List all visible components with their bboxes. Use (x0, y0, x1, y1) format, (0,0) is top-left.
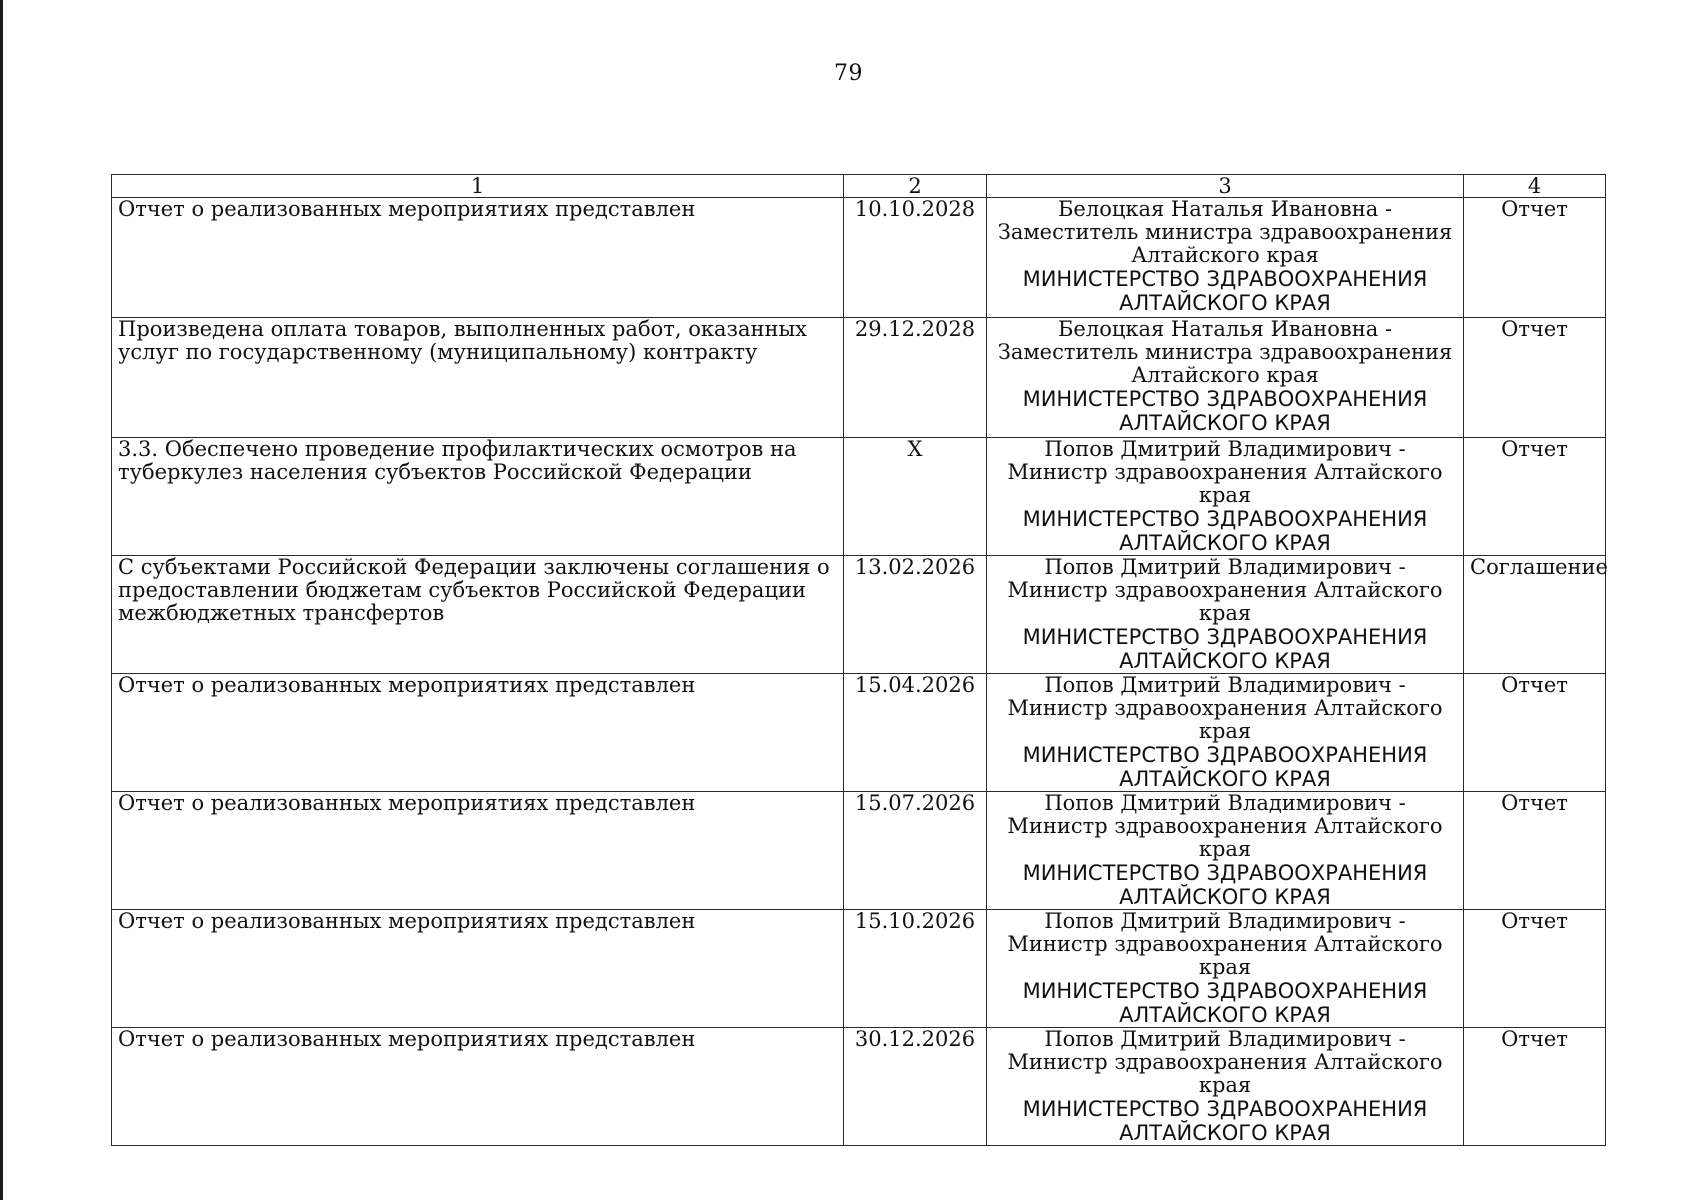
responsible-organization: МИНИСТЕРСТВО ЗДРАВООХРАНЕНИЯ АЛТАЙСКОГО КРАЯ (1022, 625, 1428, 673)
document-type-cell: Отчет (1464, 438, 1606, 556)
responsible-cell (987, 318, 1464, 438)
document-type-cell: Отчет (1464, 792, 1606, 910)
event-cell: Отчет о реализованных мероприятиях представлен (112, 792, 844, 910)
table-row (112, 438, 1606, 556)
date-cell: 29.12.2028 (844, 318, 987, 438)
table-row (112, 910, 1606, 1028)
table-row (112, 556, 1606, 674)
page-number: 79 (834, 61, 863, 86)
event-cell: Отчет о реализованных мероприятиях представлен (112, 1028, 844, 1146)
responsible-cell (987, 1028, 1464, 1146)
responsible-person: Попов Дмитрий Владимирович - Министр здравоохранения Алтайского края (1007, 909, 1443, 979)
responsible-organization: МИНИСТЕРСТВО ЗДРАВООХРАНЕНИЯ АЛТАЙСКОГО КРАЯ (1022, 1097, 1428, 1145)
responsible-organization: МИНИСТЕРСТВО ЗДРАВООХРАНЕНИЯ АЛТАЙСКОГО КРАЯ (1022, 267, 1428, 315)
table-row (112, 198, 1606, 318)
responsible-cell (987, 792, 1464, 910)
scan-left-edge (0, 0, 3, 1200)
responsible-person: Попов Дмитрий Владимирович - Министр здравоохранения Алтайского края (1007, 673, 1443, 743)
date-cell: X (844, 438, 987, 556)
document-type-cell: Отчет (1464, 198, 1606, 318)
date-cell: 15.07.2026 (844, 792, 987, 910)
responsible-organization: МИНИСТЕРСТВО ЗДРАВООХРАНЕНИЯ АЛТАЙСКОГО КРАЯ (1022, 861, 1428, 909)
responsible-organization: МИНИСТЕРСТВО ЗДРАВООХРАНЕНИЯ АЛТАЙСКОГО КРАЯ (1022, 387, 1428, 435)
responsible-person: Белоцкая Наталья Ивановна - Заместитель министра здравоохранения Алтайского края (997, 197, 1453, 267)
document-type-cell: Отчет (1464, 674, 1606, 792)
event-cell: Произведена оплата товаров, выполненных работ, оказанных услуг по государственному (муниципальному) контракту (112, 318, 844, 438)
date-cell: 10.10.2028 (844, 198, 987, 318)
responsible-organization: МИНИСТЕРСТВО ЗДРАВООХРАНЕНИЯ АЛТАЙСКОГО КРАЯ (1022, 507, 1428, 555)
document-type-cell: Отчет (1464, 1028, 1606, 1146)
header-col-2: 2 (844, 175, 987, 198)
date-cell: 15.04.2026 (844, 674, 987, 792)
responsible-person: Попов Дмитрий Владимирович - Министр здравоохранения Алтайского края (1007, 555, 1443, 625)
header-col-3: 3 (987, 175, 1464, 198)
plan-table (111, 174, 1606, 1146)
responsible-cell (987, 674, 1464, 792)
event-cell: С субъектами Российской Федерации заключены соглашения о предоставлении бюджетам субъектов Российской Федерации межбюджетных трансфертов (112, 556, 844, 674)
date-cell: 13.02.2026 (844, 556, 987, 674)
table-row (112, 792, 1606, 910)
responsible-cell (987, 438, 1464, 556)
date-cell: 15.10.2026 (844, 910, 987, 1028)
responsible-person: Белоцкая Наталья Ивановна - Заместитель министра здравоохранения Алтайского края (997, 317, 1453, 387)
document-type-cell: Отчет (1464, 910, 1606, 1028)
event-cell: 3.3. Обеспечено проведение профилактических осмотров на туберкулез населения субъектов Российской Федерации (112, 438, 844, 556)
date-cell: 30.12.2026 (844, 1028, 987, 1146)
responsible-person: Попов Дмитрий Владимирович - Министр здравоохранения Алтайского края (1007, 1027, 1443, 1097)
table-header-row (112, 175, 1606, 198)
header-col-1: 1 (112, 175, 844, 198)
header-col-4: 4 (1464, 175, 1606, 198)
responsible-person: Попов Дмитрий Владимирович - Министр здравоохранения Алтайского края (1007, 437, 1443, 507)
responsible-organization: МИНИСТЕРСТВО ЗДРАВООХРАНЕНИЯ АЛТАЙСКОГО КРАЯ (1022, 979, 1428, 1027)
responsible-organization: МИНИСТЕРСТВО ЗДРАВООХРАНЕНИЯ АЛТАЙСКОГО КРАЯ (1022, 743, 1428, 791)
responsible-person: Попов Дмитрий Владимирович - Министр здравоохранения Алтайского края (1007, 791, 1443, 861)
event-cell: Отчет о реализованных мероприятиях представлен (112, 910, 844, 1028)
document-type-cell: Отчет (1464, 318, 1606, 438)
responsible-cell (987, 910, 1464, 1028)
document-type-cell: Соглашение (1464, 556, 1606, 674)
responsible-cell (987, 556, 1464, 674)
table-row (112, 1028, 1606, 1146)
table-row (112, 674, 1606, 792)
table-row (112, 318, 1606, 438)
event-cell: Отчет о реализованных мероприятиях представлен (112, 198, 844, 318)
event-cell: Отчет о реализованных мероприятиях представлен (112, 674, 844, 792)
responsible-cell (987, 198, 1464, 318)
